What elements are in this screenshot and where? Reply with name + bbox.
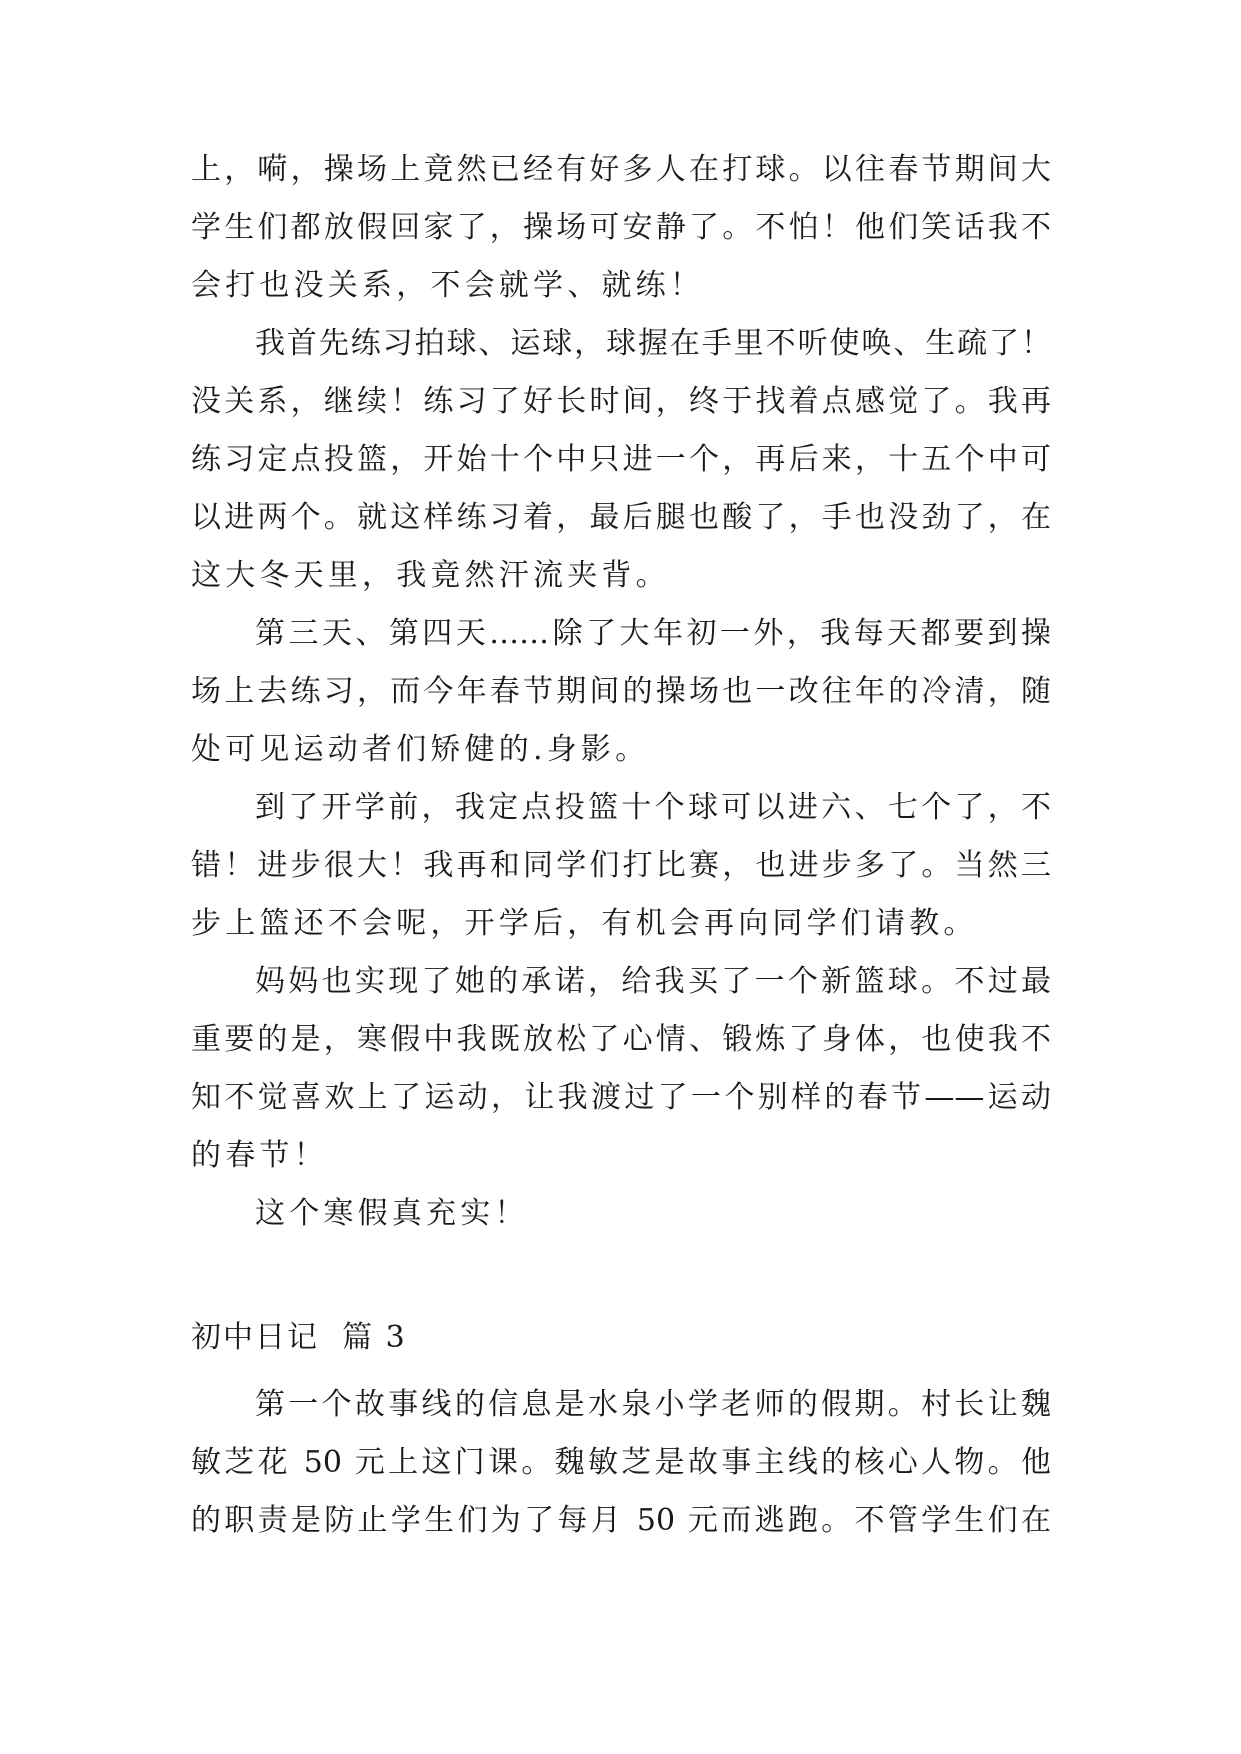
text-line: 我首先练习拍球、运球，球握在手里不听使唤、生疏了！ <box>255 326 1051 361</box>
text-line: 到了开学前，我定点投篮十个球可以进六、七个了，不 <box>255 790 1051 825</box>
text-line: 会打也没关系，不会就学、就练！ <box>191 268 704 303</box>
text-line: 场上去练习，而今年春节期间的操场也一改往年的冷清，随 <box>191 674 1051 709</box>
text-line: 处可见运动者们矫健的.身影。 <box>191 732 650 767</box>
text-line: 第三天、第四天……除了大年初一外，我每天都要到操 <box>255 616 1051 651</box>
text-line: 学生们都放假回家了，操场可安静了。不怕！他们笑话我不 <box>191 210 1051 245</box>
text-line: 知不觉喜欢上了运动，让我渡过了一个别样的春节——运动 <box>191 1080 1051 1115</box>
text-line: 妈妈也实现了她的承诺，给我买了一个新篮球。不过最 <box>255 964 1051 999</box>
text-line: 没关系，继续！练习了好长时间，终于找着点感觉了。我再 <box>191 384 1051 419</box>
text-line: 这大冬天里，我竟然汗流夹背。 <box>191 558 670 593</box>
text-line: 的春节！ <box>191 1138 328 1173</box>
text-line: 上，嗬，操场上竟然已经有好多人在打球。以往春节期间大 <box>191 152 1051 187</box>
text-line: 的职责是防止学生们为了每月 50 元而逃跑。不管学生们在 <box>191 1503 1051 1538</box>
text-line: 敏芝花 50 元上这门课。魏敏芝是故事主线的核心人物。他 <box>191 1445 1051 1480</box>
text-line: 练习定点投篮，开始十个中只进一个，再后来，十五个中可 <box>191 442 1051 477</box>
text-line: 这个寒假真充实！ <box>255 1196 529 1231</box>
text-line: 以进两个。就这样练习着，最后腿也酸了，手也没劲了，在 <box>191 500 1051 535</box>
text-line: 重要的是，寒假中我既放松了心情、锻炼了身体，也使我不 <box>191 1022 1051 1057</box>
text-line: 错！进步很大！我再和同学们打比赛，也进步多了。当然三 <box>191 848 1051 883</box>
text-line: 第一个故事线的信息是水泉小学老师的假期。村长让魏 <box>255 1387 1051 1422</box>
section-heading: 初中日记 篇 3 <box>191 1320 407 1355</box>
text-line: 步上篮还不会呢，开学后，有机会再向同学们请教。 <box>191 906 978 941</box>
